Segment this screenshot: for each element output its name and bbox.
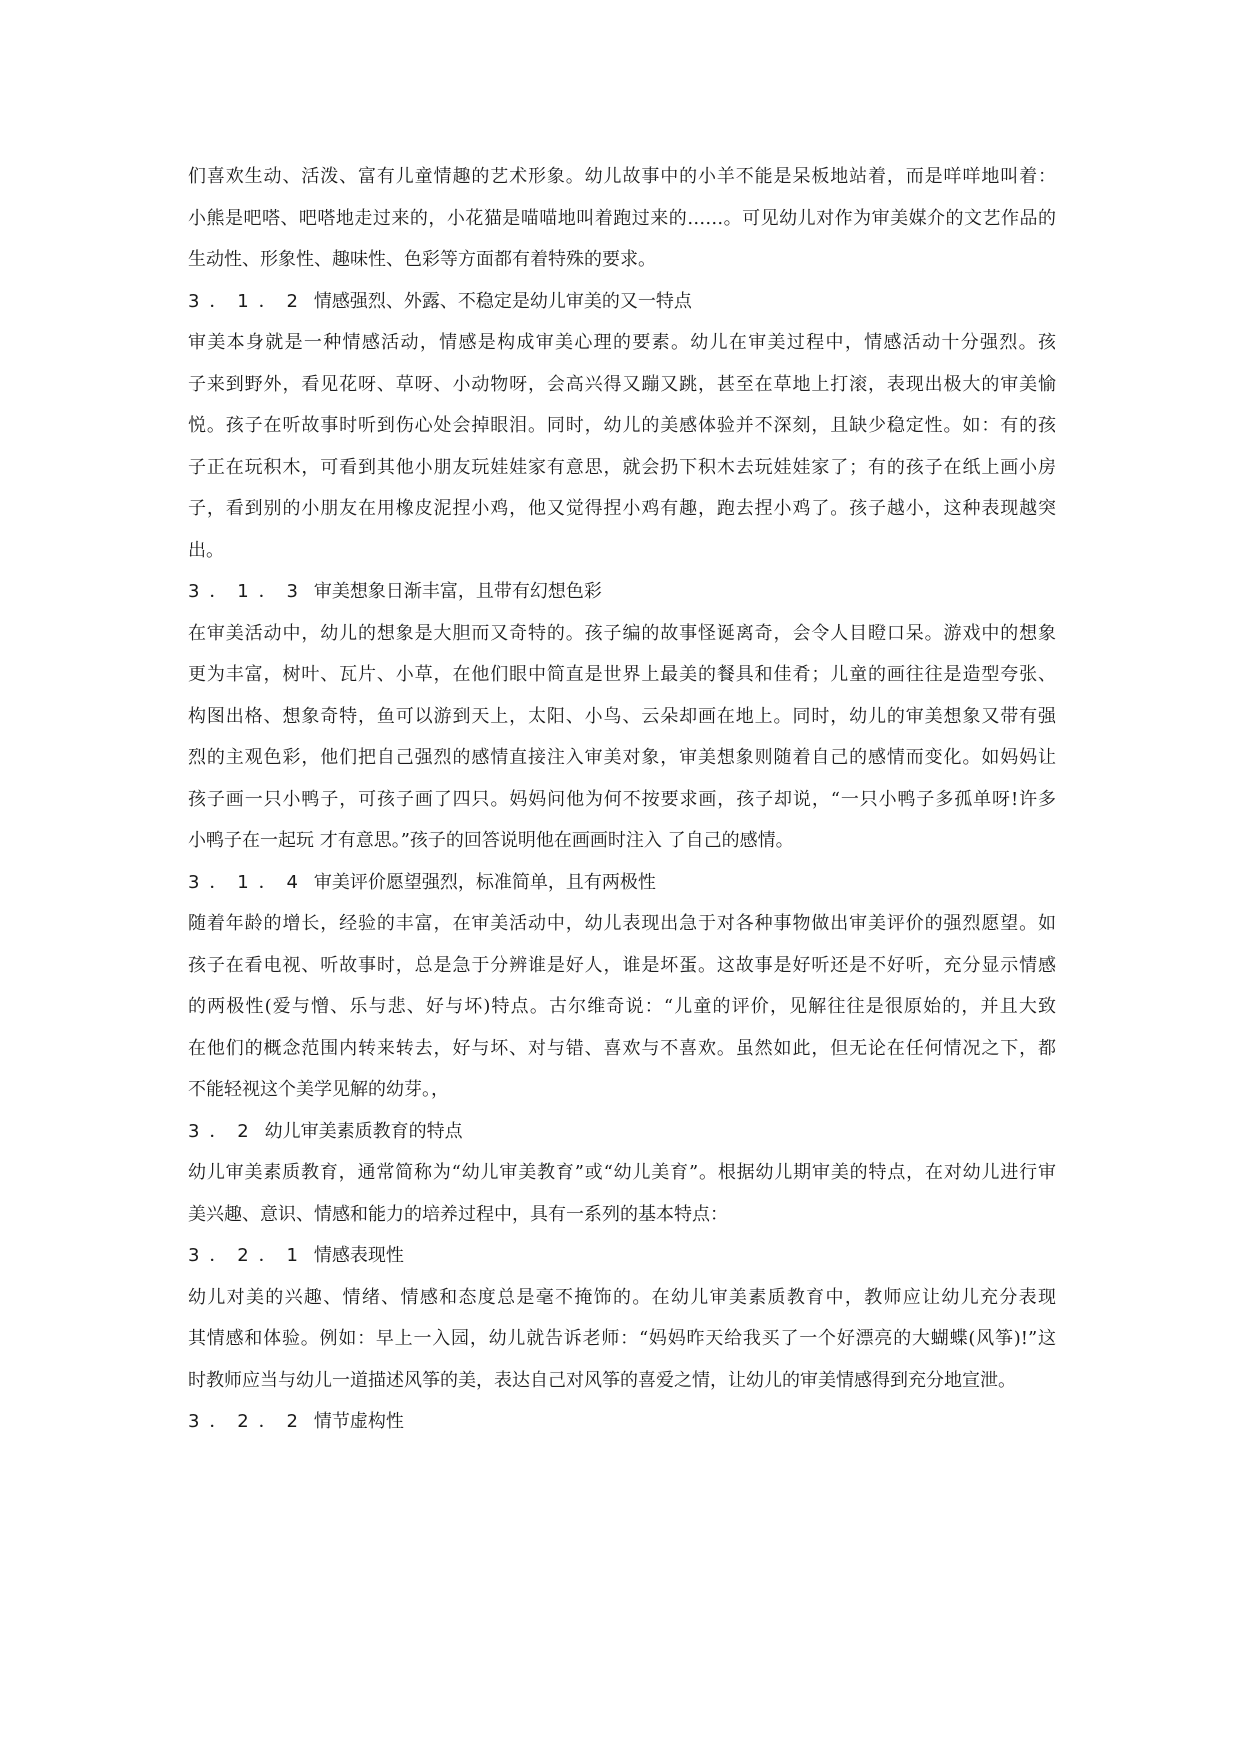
body-text-line: 小鸭子在一起玩 才有意思。”孩子的回答说明他在画画时注入 了自己的感情。 <box>188 830 794 851</box>
section-number: 3．2．2 <box>188 1411 308 1432</box>
body-text-line: 随着年龄的增长，经验的丰富，在审美活动中，幼儿表现出急于对各种事物做出审美评价的强烈愿望。如 <box>188 913 1056 934</box>
section-title: 审美评价愿望强烈，标准简单，且有两极性 <box>313 871 656 893</box>
body-text-line: 烈的主观色彩，他们把自己强烈的感情直接注入审美对象，审美想象则随着自己的感情而变化。如妈妈让 <box>188 747 1056 768</box>
section-number: 3．2 <box>188 1120 259 1142</box>
section-heading <box>188 1111 1056 1153</box>
section-title: 情节虚构性 <box>313 1411 404 1432</box>
body-text-line: 构图出格、想象奇特，鱼可以游到天上，太阳、小鸟、云朵却画在地上。同时，幼儿的审美想象又带有强 <box>188 705 1056 727</box>
body-text-line: 小熊是吧嗒、吧嗒地走过来的，小花猫是喵喵地叫着跑过来的……。可见幼儿对作为审美媒介的文艺作品的 <box>188 207 1056 229</box>
body-text-line: 美兴趣、意识、情感和能力的培养过程中，具有一系列的基本特点： <box>188 1203 728 1225</box>
section-title: 审美想象日渐丰富，且带有幻想色彩 <box>313 581 602 602</box>
body-text-line: 其情感和体验。例如：早上一入园，幼儿就告诉老师：“妈妈昨天给我买了一个好漂亮的大蝴蝶(风筝)!”这 <box>188 1328 1056 1349</box>
body-text-line: 孩子画一只小鸭子，可孩子画了四只。妈妈问他为何不按要求画，孩子却说，“一只小鸭子多孤单呀!许多 <box>188 788 1056 810</box>
document-page <box>188 156 1056 1443</box>
section-number: 3．1．3 <box>188 581 308 602</box>
body-text-line: 子正在玩积木，可看到其他小朋友玩娃娃家有意思，就会扔下积木去玩娃娃家了；有的孩子在纸上画小房 <box>188 456 1056 478</box>
section-heading <box>188 281 1056 323</box>
section-heading <box>188 862 1056 904</box>
body-text-line: 更为丰富，树叶、瓦片、小草，在他们眼中简直是世界上最美的餐具和佳肴；儿童的画往往是造型夸张、 <box>188 664 1056 685</box>
section-title: 幼儿审美素质教育的特点 <box>264 1120 463 1142</box>
section-number: 3．2．1 <box>188 1245 308 1266</box>
section-heading <box>188 1401 1056 1443</box>
body-text-line: 幼儿对美的兴趣、情绪、情感和态度总是毫不掩饰的。在幼儿审美素质教育中，教师应让幼儿充分表现 <box>188 1286 1056 1308</box>
body-text-line: 们喜欢生动、活泼、富有儿童情趣的艺术形象。幼儿故事中的小羊不能是呆板地站着，而是咩咩地叫着： <box>188 166 1056 187</box>
body-text-line: 幼儿审美素质教育，通常简称为“幼儿审美教育”或“幼儿美育”。根据幼儿期审美的特点，在对幼儿进行审 <box>188 1162 1056 1183</box>
body-text-line: 在审美活动中，幼儿的想象是大胆而又奇特的。孩子编的故事怪诞离奇，会令人目瞪口呆。游戏中的想象 <box>188 622 1056 644</box>
body-text-line: 出。 <box>188 539 224 561</box>
body-text-line: 悦。孩子在听故事时听到伤心处会掉眼泪。同时，幼儿的美感体验并不深刻，且缺少稳定性。如：有的孩 <box>188 415 1056 436</box>
body-text-line: 孩子在看电视、听故事时，总是急于分辨谁是好人，谁是坏蛋。这故事是好听还是不好听，充分显示情感 <box>188 954 1056 976</box>
body-text-line: 子来到野外，看见花呀、草呀、小动物呀，会高兴得又蹦又跳，甚至在草地上打滚，表现出极大的审美愉 <box>188 373 1056 395</box>
body-text-line: 生动性、形象性、趣味性、色彩等方面都有着特殊的要求。 <box>188 249 656 270</box>
section-number: 3．1．2 <box>188 290 308 312</box>
body-text-line: 审美本身就是一种情感活动，情感是构成审美心理的要素。幼儿在审美过程中，情感活动十分强烈。孩 <box>188 332 1056 353</box>
body-text-line: 在他们的概念范围内转来转去，好与坏、对与错、喜欢与不喜欢。虽然如此，但无论在任何情况之下，都 <box>188 1037 1056 1059</box>
body-text-line: 子，看到别的小朋友在用橡皮泥捏小鸡，他又觉得捏小鸡有趣，跑去捏小鸡了。孩子越小，这种表现越突 <box>188 498 1056 519</box>
body-text-line: 时教师应当与幼儿一道描述风筝的美，表达自己对风筝的喜爱之情，让幼儿的审美情感得到充分地宣泄。 <box>188 1369 1016 1391</box>
section-title: 情感强烈、外露、不稳定是幼儿审美的又一特点 <box>313 290 692 312</box>
section-heading <box>188 1235 1056 1277</box>
section-title: 情感表现性 <box>313 1245 404 1266</box>
section-heading <box>188 571 1056 613</box>
body-text-line: 不能轻视这个美学见解的幼芽。， <box>188 1079 449 1100</box>
section-number: 3．1．4 <box>188 871 308 893</box>
body-text-line: 的两极性(爱与憎、乐与悲、好与坏)特点。古尔维奇说：“儿童的评价，见解往往是很原始的，并且大致 <box>188 996 1056 1017</box>
